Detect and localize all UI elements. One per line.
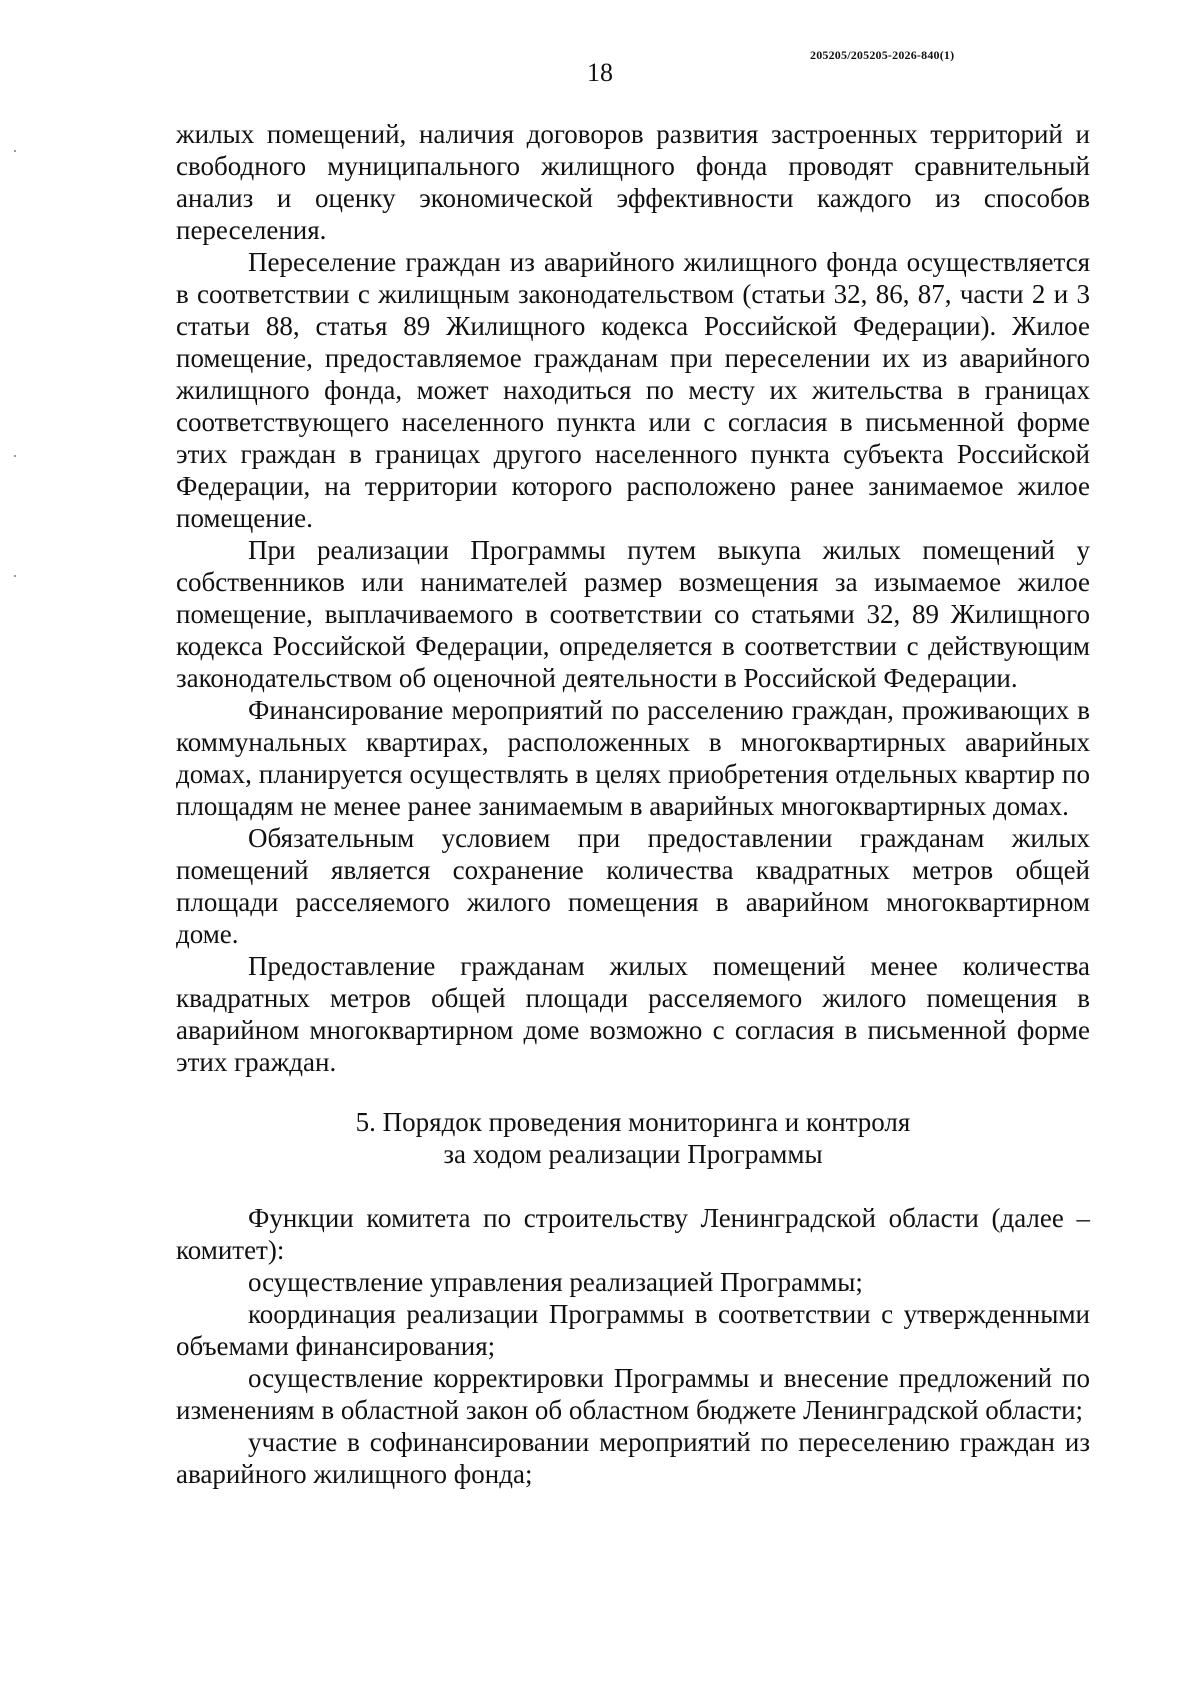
paragraph: Функции комитета по строительству Ленинградской области (далее – комитет): [176, 1203, 1090, 1265]
document-id: 205205/205205-2026-840(1) [810, 48, 955, 62]
paragraph: Переселение граждан из аварийного жилищного фонда осуществляется в соответствии с жилищным законодательством (статьи 32, 86, 87, части 2 и 3 статьи 88, статья 89 Жилищного кодекса Российской Федерации). Жилое помещение, предоставляемое гражданам при переселении их из аварийного жилищного фонда, может находиться по месту их жительства в границах соответствующего населенного пункта или с согласия в письменной форме этих граждан в границах другого населенного пункта субъекта Российской Федерации, на территории которого расположено ранее занимаемое жилое помещение. [176, 247, 1090, 533]
list-item: участие в софинансировании мероприятий по переселению граждан из аварийного жилищного фонда; [176, 1427, 1090, 1489]
paragraph: Финансирование мероприятий по расселению граждан, проживающих в коммунальных квартирах, расположенных в многоквартирных аварийных домах, планируется осуществлять в целях приобретения отдельных квартир по площадям не менее ранее занимаемым в аварийных многоквартирных домах. [176, 695, 1090, 821]
paragraph: При реализации Программы путем выкупа жилых помещений у собственников или нанимателей размер возмещения за изымаемое жилое помещение, выплачиваемого в соответствии со статьями 32, 89 Жилищного кодекса Российской Федерации, определяется в соответствии с действующим законодательством об оценочной деятельности в Российской Федерации. [176, 535, 1090, 693]
page-number: 18 [587, 58, 613, 87]
scan-edge-mark [14, 150, 16, 152]
list-item: осуществление управления реализацией Программы; [248, 1267, 863, 1297]
list-item: осуществление корректировки Программы и внесение предложений по изменениям в областной закон об областном бюджете Ленинградской области; [176, 1363, 1090, 1425]
scan-edge-mark [14, 575, 16, 577]
section-heading-line: за ходом реализации Программы [443, 1139, 823, 1169]
scan-edge-mark [14, 455, 16, 457]
paragraph: жилых помещений, наличия договоров развития застроенных территорий и свободного муниципального жилищного фонда проводят сравнительный анализ и оценку экономической эффективности каждого из способов переселения. [176, 119, 1090, 245]
paragraph: Обязательным условием при предоставлении гражданам жилых помещений является сохранение количества квадратных метров общей площади расселяемого жилого помещения в аварийном многоквартирном доме. [176, 823, 1090, 949]
document-body [176, 118, 1090, 1490]
list-item: координация реализации Программы в соответствии с утвержденными объемами финансирования; [176, 1299, 1090, 1361]
section-heading-line: 5. Порядок проведения мониторинга и контроля [355, 1107, 911, 1137]
section-heading [176, 1106, 1090, 1170]
paragraph: Предоставление гражданам жилых помещений менее количества квадратных метров общей площади расселяемого жилого помещения в аварийном многоквартирном доме возможно с согласия в письменной форме этих граждан. [176, 951, 1090, 1077]
